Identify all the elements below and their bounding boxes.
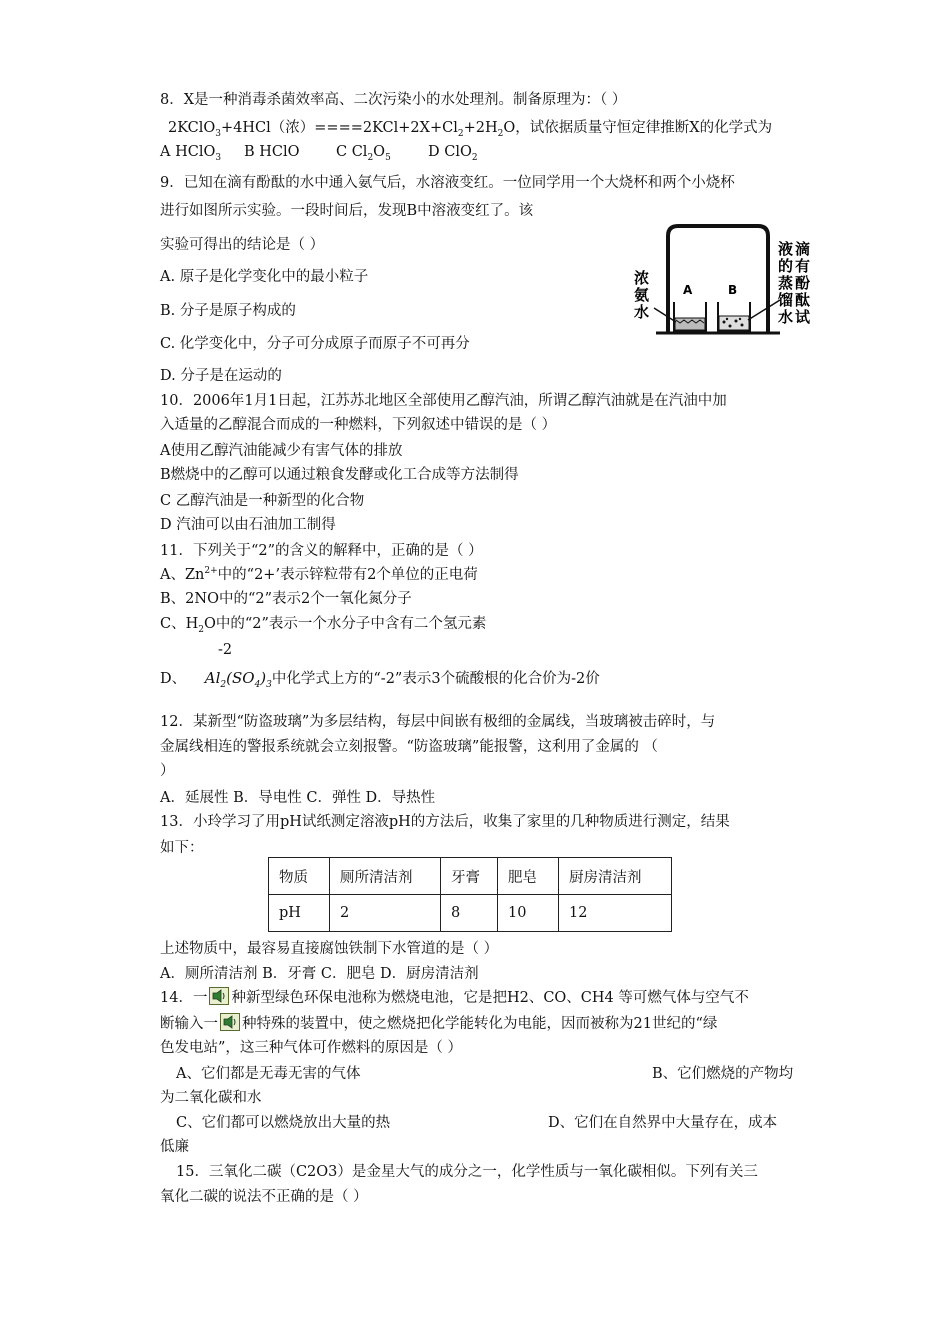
- q10-option-d: D 汽油可以由石油加工制得: [160, 517, 336, 533]
- speaker-icon: [220, 1013, 240, 1031]
- q9-stem-3: 实验可得出的结论是（ ）: [160, 237, 325, 253]
- q10-stem-1: 10．2006年1月1日起，江苏苏北地区全部使用乙醇汽油，所谓乙醇汽油就是在汽油中加: [160, 393, 727, 409]
- q12-options: A．延展性 B．导电性 C．弹性 D．导热性: [160, 790, 436, 806]
- q15-stem-1: 15．三氧化二碳（C2O3）是金星大气的成分之一，化学性质与一氧化碳相似。下列有关三: [176, 1164, 758, 1180]
- q10-stem-2: 入适量的乙醇混合而成的一种燃料，下列叙述中错误的是（ ）: [160, 417, 557, 433]
- right-col2-3: 酚: [795, 274, 811, 292]
- q8-stem: 8．X是一种消毒杀菌效率高、二次污染小的水处理剂。制备原理为：（ ）: [160, 92, 627, 108]
- q12-stem-1: 12．某新型“防盗玻璃”为多层结构，每层中间嵌有极细的金属线，当玻璃被击碎时，与: [160, 714, 716, 730]
- q9-stem-1: 9．已知在滴有酚酞的水中通入氨气后，水溶液变红。一位同学用一个大烧杯和两个小烧杯: [160, 175, 735, 191]
- table-cell: 肥皂: [498, 858, 559, 895]
- q14-option-d: D、它们在自然界中大量存在，成本: [548, 1115, 778, 1131]
- q10-option-b: B燃烧中的乙醇可以通过粮食发酵或化工合成等方法制得: [160, 467, 519, 483]
- q9-option-b: B. 分子是原子构成的: [160, 303, 296, 319]
- q11-stem: 11．下列关于“2”的含义的解释中，正确的是（ ）: [160, 543, 483, 559]
- table-cell: 物质: [269, 858, 330, 895]
- right-col1-5: 水: [778, 308, 794, 326]
- q9-option-a: A. 原子是化学变化中的最小粒子: [160, 269, 369, 285]
- q11-valence-label: -2: [218, 642, 233, 658]
- beaker-experiment-figure: [632, 222, 812, 348]
- right-col1-3: 蒸: [778, 274, 794, 292]
- q14-stem-2: 断输入一 种特殊的装置中，使之燃烧把化学能转化为电能，因而被称为21世纪的“绿: [160, 1013, 717, 1034]
- q14-option-b-cont: 为二氧化碳和水: [160, 1090, 262, 1106]
- right-col2-4: 酞: [795, 291, 811, 309]
- q15-stem-2: 氧化二碳的说法不正确的是（ ）: [160, 1189, 368, 1205]
- right-col2-1: 滴: [795, 240, 811, 258]
- table-row: [269, 858, 672, 895]
- q12-stem-3: ）: [160, 763, 175, 779]
- q9-stem-2: 进行如图所示实验。一段时间后，发现B中溶液变红了。该: [160, 203, 534, 219]
- q13-stem-3: 上述物质中，最容易直接腐蚀铁制下水管道的是（ ）: [160, 941, 499, 957]
- q14-option-c: C、它们都可以燃烧放出大量的热: [176, 1115, 391, 1131]
- right-col1-4: 馏: [778, 291, 794, 309]
- right-col2-2: 有: [795, 257, 811, 275]
- table-cell: 10: [498, 895, 559, 932]
- aluminium-sulfate-formula: $Al_2(SO_4)_3$: [204, 669, 272, 690]
- table-cell: 8: [441, 895, 498, 932]
- table-cell: 牙膏: [441, 858, 498, 895]
- q11-option-c: C、$H_2O$中的“2”表示一个水分子中含有二个氢元素: [160, 616, 487, 635]
- q13-options: A．厕所清洁剂 B．牙膏 C．肥皂 D．厨房清洁剂: [160, 966, 479, 982]
- left-text-1: 浓: [634, 269, 650, 287]
- q8-option-c: C $Cl_2O_5$: [336, 144, 391, 163]
- right-col1-2: 的: [778, 257, 794, 275]
- right-col2-5: 试: [795, 308, 811, 326]
- q13-stem-2: 如下：: [160, 840, 204, 856]
- q8-equation: 2KClO$_3$+4HCl（浓）$====2KCl+2X+Cl_2+2H_2O$，试依据质量守恒定律推断X的化学式为: [168, 120, 773, 139]
- q14-option-a: A、它们都是无毒无害的气体: [176, 1066, 361, 1082]
- q8-option-a: A HClO$_3$: [160, 144, 222, 163]
- label-b: B: [728, 283, 738, 297]
- label-a: A: [683, 283, 693, 297]
- q10-option-a: A使用乙醇汽油能减少有害气体的排放: [160, 443, 403, 459]
- table-row: [269, 895, 672, 932]
- q13-stem-1: 13．小玲学习了用pH试纸测定溶液pH的方法后，收集了家里的几种物质进行测定，结果: [160, 814, 730, 830]
- q14-option-d-cont: 低廉: [160, 1139, 189, 1155]
- speaker-icon: [209, 987, 229, 1005]
- table-cell: 厕所清洁剂: [330, 858, 441, 895]
- table-cell: 12: [559, 895, 672, 932]
- table-cell: 厨房清洁剂: [559, 858, 672, 895]
- q14-option-b: B、它们燃烧的产物均: [652, 1066, 794, 1082]
- left-text-3: 水: [634, 303, 650, 321]
- table-cell: pH: [269, 895, 330, 932]
- q9-option-c: C. 化学变化中，分子可分成原子而原子不可再分: [160, 336, 470, 352]
- right-col1-1: 液: [778, 240, 794, 258]
- q9-option-d: D. 分子是在运动的: [160, 368, 282, 384]
- q14-stem-1: 14．一 种新型绿色环保电池称为燃烧电池，它是把H2、CO、CH4 等可燃气体与空气不: [160, 987, 749, 1008]
- beaker-diagram: [632, 222, 812, 348]
- q10-option-c: C 乙醇汽油是一种新型的化合物: [160, 493, 365, 509]
- q14-stem-3: 色发电站”，这三种气体可作燃料的原因是（ ）: [160, 1040, 463, 1056]
- table-cell: 2: [330, 895, 441, 932]
- q8-option-b: B HClO: [244, 144, 300, 160]
- q8-option-d: D ClO$_2$: [428, 144, 478, 163]
- ph-table: [268, 857, 672, 932]
- q11-option-a: A、$Zn^{2+}$中的“2+’表示锌粒带有2个单位的正电荷: [160, 566, 478, 583]
- left-text-2: 氨: [634, 286, 650, 304]
- q11-option-d: D、 $Al_2(SO_4)_3$中化学式上方的“-2”表示3个硫酸根的化合价为-2价: [160, 669, 600, 690]
- q12-stem-2: 金属线相连的警报系统就会立刻报警。“防盗玻璃”能报警，这利用了金属的 （: [160, 739, 658, 755]
- q11-option-b: B、2NO中的“2”表示2个一氧化氮分子: [160, 591, 412, 607]
